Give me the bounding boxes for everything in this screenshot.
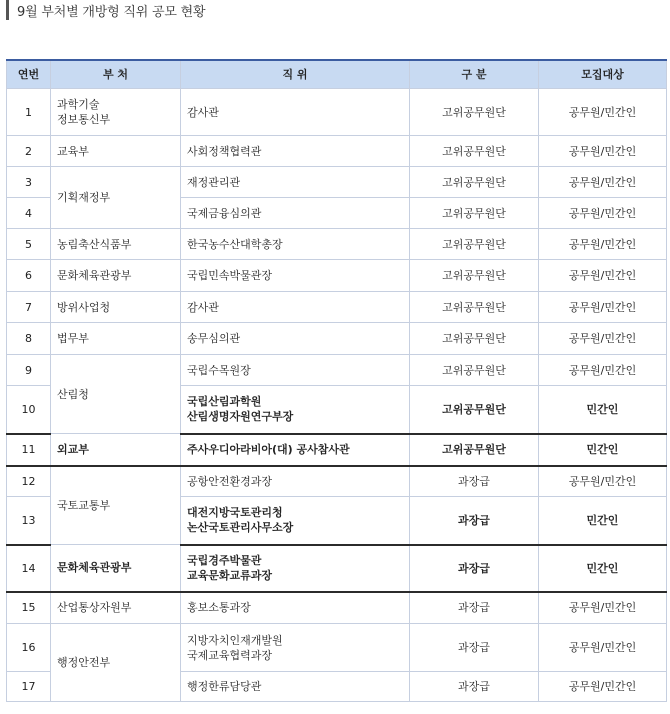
table-row <box>7 260 667 292</box>
row-no: 12 <box>7 466 51 497</box>
row-position: 공항안전환경과장 <box>181 466 410 497</box>
row-no: 9 <box>7 355 51 386</box>
row-target: 민간인 <box>539 545 667 592</box>
row-no: 7 <box>7 292 51 323</box>
table-row <box>7 545 667 592</box>
row-position: 송무심의관 <box>181 323 410 355</box>
row-target: 공무원/민간인 <box>539 592 667 624</box>
row-target: 민간인 <box>539 434 667 466</box>
table-row <box>7 355 667 386</box>
row-no: 6 <box>7 260 51 292</box>
row-position: 주사우디아라비아(대) 공사참사관 <box>181 434 410 466</box>
row-category: 과장급 <box>410 592 539 624</box>
table-row <box>7 167 667 198</box>
row-category: 고위공무원단 <box>410 198 539 229</box>
row-category: 고위공무원단 <box>410 292 539 323</box>
row-dept: 기획재정부 <box>51 167 181 229</box>
row-category: 과장급 <box>410 497 539 545</box>
row-category: 고위공무원단 <box>410 355 539 386</box>
row-no: 1 <box>7 89 51 136</box>
row-no: 15 <box>7 592 51 624</box>
row-no: 4 <box>7 198 51 229</box>
row-position: 국립경주박물관 교육문화교류과장 <box>181 545 410 592</box>
row-target: 공무원/민간인 <box>539 355 667 386</box>
table-row <box>7 292 667 323</box>
table-row <box>7 229 667 260</box>
row-dept: 외교부 <box>51 434 181 466</box>
row-dept: 과학기술 정보통신부 <box>51 89 181 136</box>
table-row <box>7 434 667 466</box>
row-position: 대전지방국토관리청 논산국토관리사무소장 <box>181 497 410 545</box>
row-category: 고위공무원단 <box>410 167 539 198</box>
row-category: 고위공무원단 <box>410 434 539 466</box>
row-no: 16 <box>7 624 51 672</box>
row-position: 행정한류담당관 <box>181 672 410 702</box>
page-title-wrap <box>6 0 205 20</box>
row-dept: 산업통상자원부 <box>51 592 181 624</box>
row-target: 공무원/민간인 <box>539 198 667 229</box>
row-category: 고위공무원단 <box>410 229 539 260</box>
row-target: 공무원/민간인 <box>539 229 667 260</box>
table-row <box>7 466 667 497</box>
row-position: 재정관리관 <box>181 167 410 198</box>
row-target: 공무원/민간인 <box>539 624 667 672</box>
row-position: 감사관 <box>181 292 410 323</box>
row-category: 고위공무원단 <box>410 89 539 136</box>
row-dept: 방위사업청 <box>51 292 181 323</box>
row-position: 감사관 <box>181 89 410 136</box>
row-no: 13 <box>7 497 51 545</box>
header-position: 직 위 <box>181 60 410 89</box>
row-category: 고위공무원단 <box>410 386 539 434</box>
row-dept: 산림청 <box>51 355 181 434</box>
row-position: 국립산림과학원 산림생명자원연구부장 <box>181 386 410 434</box>
row-dept: 문화체육관광부 <box>51 260 181 292</box>
row-target: 공무원/민간인 <box>539 89 667 136</box>
row-target: 공무원/민간인 <box>539 136 667 167</box>
row-category: 과장급 <box>410 545 539 592</box>
row-position: 국립수목원장 <box>181 355 410 386</box>
table-row <box>7 136 667 167</box>
row-no: 5 <box>7 229 51 260</box>
table-row <box>7 624 667 672</box>
row-no: 2 <box>7 136 51 167</box>
row-target: 공무원/민간인 <box>539 672 667 702</box>
header-no: 연번 <box>7 60 51 89</box>
row-dept: 문화체육관광부 <box>51 545 181 592</box>
row-dept: 법무부 <box>51 323 181 355</box>
row-position: 국제금융심의관 <box>181 198 410 229</box>
row-dept: 행정안전부 <box>51 624 181 702</box>
row-dept: 국토교통부 <box>51 466 181 545</box>
row-no: 8 <box>7 323 51 355</box>
row-category: 과장급 <box>410 624 539 672</box>
row-dept: 교육부 <box>51 136 181 167</box>
row-target: 민간인 <box>539 497 667 545</box>
row-target: 공무원/민간인 <box>539 466 667 497</box>
row-position: 사회정책협력관 <box>181 136 410 167</box>
row-target: 공무원/민간인 <box>539 167 667 198</box>
title-accent-bar <box>6 0 9 20</box>
row-no: 17 <box>7 672 51 702</box>
row-no: 14 <box>7 545 51 592</box>
table-header-row <box>7 60 667 89</box>
row-position: 한국농수산대학총장 <box>181 229 410 260</box>
table-row <box>7 323 667 355</box>
row-no: 11 <box>7 434 51 466</box>
row-dept: 농림축산식품부 <box>51 229 181 260</box>
table-row <box>7 592 667 624</box>
row-category: 과장급 <box>410 466 539 497</box>
row-target: 공무원/민간인 <box>539 323 667 355</box>
row-category: 과장급 <box>410 672 539 702</box>
row-no: 10 <box>7 386 51 434</box>
header-target: 모집대상 <box>539 60 667 89</box>
recruitment-table <box>6 59 667 702</box>
row-position: 지방자치인재개발원 국제교육협력과장 <box>181 624 410 672</box>
page-title: 9월 부처별 개방형 직위 공모 현황 <box>17 4 206 20</box>
row-target: 민간인 <box>539 386 667 434</box>
header-dept: 부 처 <box>51 60 181 89</box>
row-target: 공무원/민간인 <box>539 260 667 292</box>
row-category: 고위공무원단 <box>410 136 539 167</box>
table-row <box>7 89 667 136</box>
row-no: 3 <box>7 167 51 198</box>
row-position: 홍보소통과장 <box>181 592 410 624</box>
row-position: 국립민속박물관장 <box>181 260 410 292</box>
row-category: 고위공무원단 <box>410 323 539 355</box>
header-category: 구 분 <box>410 60 539 89</box>
row-target: 공무원/민간인 <box>539 292 667 323</box>
row-category: 고위공무원단 <box>410 260 539 292</box>
